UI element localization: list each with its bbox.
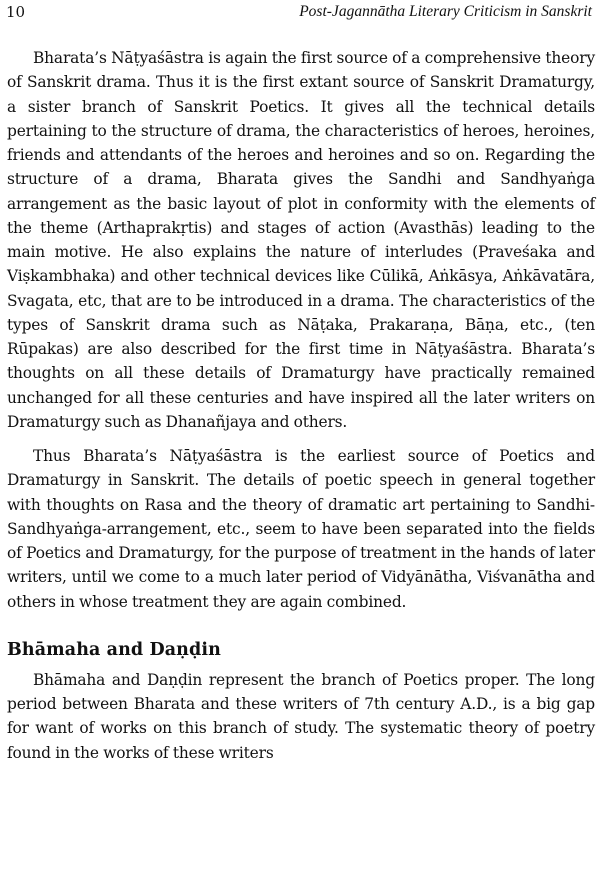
paragraph-bhamaha-dandin: Bhāmaha and Daṇḍin represent the branch of Poetics proper. The long period between Bharata and these writers of 7th century A.D., is a big gap for want of works on this branch of study. The systematic theory of poetry found in the works of these writers [7, 670, 595, 762]
section-heading: Bhāmaha and Daṇḍin [7, 639, 221, 660]
paragraph-natyasastra-drama: Bharata’s Nāṭyaśāstra is again the first source of a comprehensive theory of Sanskrit drama. Thus it is the first extant source of Sanskrit Dramaturgy, a sister branch of Sanskrit Poetics. It gives all the technical details pertaining to the structure of drama, the characteristics of heroes, heroines, friends and attendants of the heroes and heroines and so on. Regarding the structure of a drama, Bharata gives the Sandhi and Sandhyaṅga arrangement as the basic layout of plot in conformity with the elements of the theme (Arthaprakṛtis) and stages of action (Avasthās) leading to the main motive. He also explains the nature of interludes (Praveśaka and Viṣkambhaka) and other technical devices like Cūlikā, Aṅkāsya, Aṅkāvatāra, Svagata, etc, that are to be introduced in a drama. The characteristics of the types of Sanskrit drama such as Nāṭaka, Prakaraṇa, Bāṇa, etc., (ten Rūpakas) are also described for the first time in Nāṭyaśāstra. Bharata’s thoughts on all these details of Dramaturgy have practically remained unchanged for all these centuries and have inspired all the later writers on Dramaturgy such as Dhanañjaya and others. [7, 49, 595, 431]
paragraph-poetics-dramaturgy: Thus Bharata’s Nāṭyaśāstra is the earliest source of Poetics and Dramaturgy in Sanskrit. The details of poetic speech in general together with thoughts on Rasa and the theory of dramatic art pertaining to Sandhi-Sandhyaṅga-arrangement, etc., seem to have been separated into the fields of Poetics and Dramaturgy, for the purpose of treatment in the hands of later writers, until we come to a much later period of Vidyānātha, Viśvanātha and others in whose treatment they are again combined. [7, 447, 595, 611]
page-number: 10 [6, 3, 26, 21]
body-text [7, 46, 595, 775]
running-title: Post-Jagannātha Literary Criticism in Sanskrit [299, 3, 592, 20]
running-header [6, 1, 592, 23]
